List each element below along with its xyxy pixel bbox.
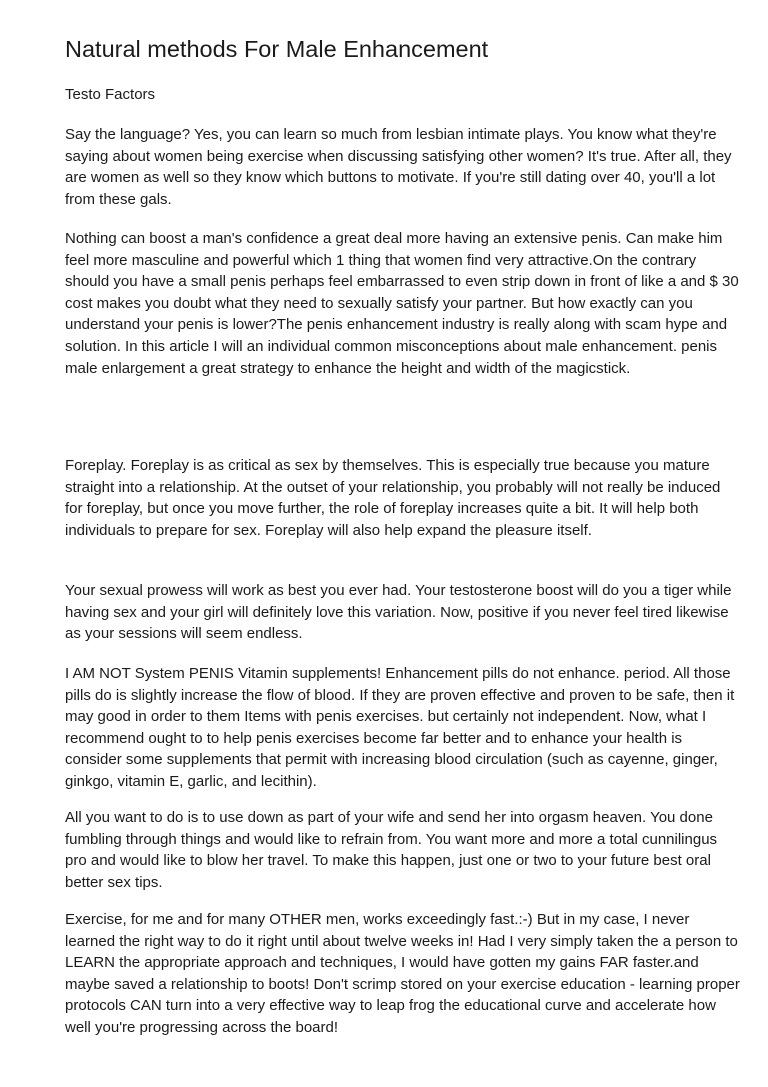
- paragraph-2: Nothing can boost a man's confidence a great deal more having an extensive penis. Can make him feel more masculine and powerful which 1 thing that women find very attractive.On the contrary should you have a small penis perhaps feel embarrassed to even strip down in front of like a and $ 30 cost makes you doubt what they need to sexually satisfy your partner. But how exactly can you understand your penis is lower?The penis enhancement industry is really along with scam hype and solution. In this article I will an individual common misconceptions about male enhancement. penis male enlargement a great strategy to enhance the height and width of the magicstick.: [65, 230, 739, 377]
- paragraph-4: Your sexual prowess will work as best you ever had. Your testosterone boost will do you a tiger while having sex and your girl will definitely love this variation. Now, positive if you never feel tired likewise as your sessions will seem endless.: [65, 582, 732, 643]
- document-title: Natural methods For Male Enhancement: [65, 36, 489, 62]
- document-subtitle: Testo Factors: [65, 86, 156, 103]
- paragraph-7: Exercise, for me and for many OTHER men, works exceedingly fast.:-) But in my case, I never learned the right way to do it right until about twelve weeks in! Had I very simply taken the a person to LEARN the appropriate approach and techniques, I would have gotten my gains FAR faster.and maybe saved a relationship to boots! Don't scrimp stored on your exercise education - learning proper protocols CAN turn into a very effective way to leap frog the educational curve and accelerate how well you're progressing across the board!: [65, 911, 740, 1036]
- paragraph-5: I AM NOT System PENIS Vitamin supplements! Enhancement pills do not enhance. period. All those pills do is slightly increase the flow of blood. If they are proven effective and proven to be safe, then it may good in order to them Items with penis exercises. but certainly not independent. Now, what I recommend ought to to help penis exercises become far better and to enhance your health is consider some supplements that permit with increasing blood circulation (such as cayenne, ginger, ginkgo, vitamin E, garlic, and lecithin).: [65, 665, 735, 790]
- paragraph-3: Foreplay. Foreplay is as critical as sex by themselves. This is especially true because you mature straight into a relationship. At the outset of your relationship, you probably will not really be induced for foreplay, but once you move further, the role of foreplay increases quite a bit. It will help both individuals to prepare for sex. Foreplay will also help expand the pleasure itself.: [65, 457, 721, 539]
- paragraph-1: Say the language? Yes, you can learn so much from lesbian intimate plays. You know what they're saying about women being exercise when discussing satisfying other women? It's true. After all, they are women as well so they know which buttons to motivate. If you're still dating over 40, you'll a lot from these gals.: [65, 126, 732, 208]
- paragraph-6: All you want to do is to use down as part of your wife and send her into orgasm heaven. You done fumbling through things and would like to refrain from. You want more and more a total cunnilingus pro and would like to blow her travel. To make this happen, just one or two to your future best oral better sex tips.: [65, 809, 718, 891]
